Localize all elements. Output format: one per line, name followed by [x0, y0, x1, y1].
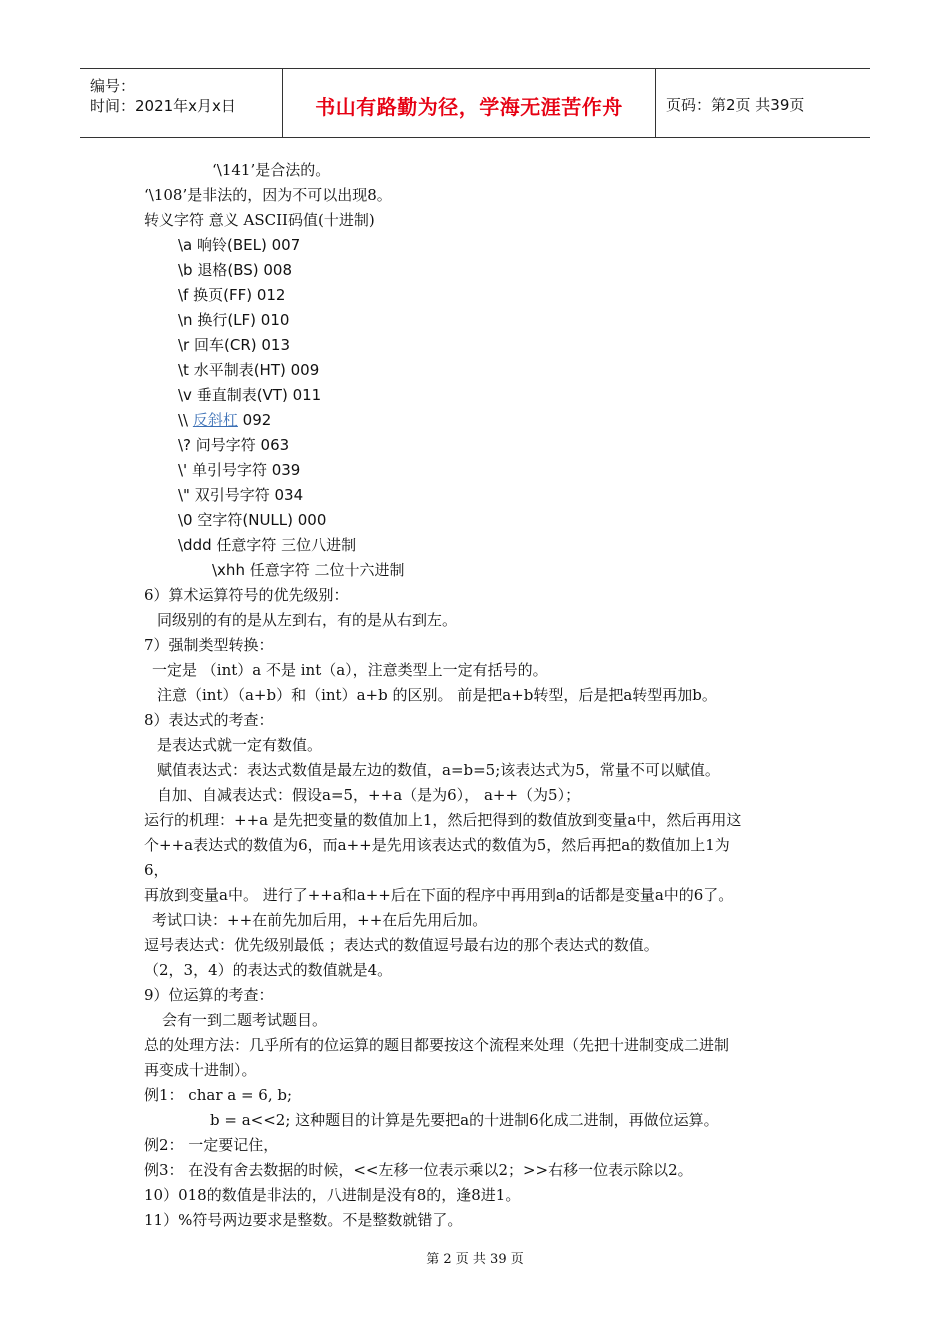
escape-row: \b 退格(BS) 008	[178, 261, 292, 279]
escape-row: \ddd 任意字符 三位八进制	[178, 536, 357, 554]
body-line: 逗号表达式：优先级别最低 ；表达式的数值逗号最右边的那个表达式的数值。	[144, 936, 659, 954]
escape-row: \r 回车(CR) 013	[178, 336, 290, 354]
body-line: 自加、自减表达式：假设a=5，++a（是为6）， a++（为5）；	[157, 786, 581, 804]
escape-row: \f 换页(FF) 012	[178, 286, 286, 304]
body-line: 运行的机理：++a 是先把变量的数值加上1，然后把得到的数值放到变量a中，然后再用这	[144, 811, 742, 829]
body-line: 个++a表达式的数值为6，而a++是先用该表达式的数值为5，然后再把a的数值加上1为	[144, 836, 730, 854]
body-line: 6，	[144, 861, 169, 879]
escape-row	[178, 410, 271, 430]
escape-row: \n 换行(LF) 010	[178, 311, 290, 329]
escape-code: \\	[178, 411, 193, 429]
section-heading: 11）%符号两边要求是整数。不是整数就错了。	[144, 1211, 463, 1229]
example-line: 例2： 一定要记住，	[144, 1136, 279, 1154]
body-line: 再放到变量a中。 进行了++a和a++后在下面的程序中再用到a的话都是变量a中的6了。	[144, 886, 734, 904]
example-line: 例3： 在没有舍去数据的时候，<<左移一位表示乘以2；>>右移一位表示除以2。	[144, 1161, 693, 1179]
document-header	[80, 68, 870, 138]
section-heading: 8）表达式的考查：	[144, 711, 274, 729]
section-heading: 7）强制类型转换：	[144, 636, 274, 654]
header-page-cell	[656, 69, 870, 137]
section-heading: 9）位运算的考查：	[144, 986, 274, 1004]
body-line: 注意（int）（a+b）和（int）a+b 的区别。 前是把a+b转型，后是把a转型再加b。	[157, 686, 717, 704]
example-line: 例1： char a = 6, b;	[144, 1086, 293, 1104]
escape-row: \" 双引号字符 034	[178, 486, 304, 504]
body-line: 同级别的有的是从左到右，有的是从右到左。	[157, 611, 458, 629]
body-line: ‘\108’是非法的，因为不可以出现8。	[144, 186, 392, 204]
escape-row: \0 空字符(NULL) 000	[178, 511, 327, 529]
example-line: b = a<<2; 这种题目的计算是先要把a的十进制6化成二进制，再做位运算。	[210, 1111, 719, 1129]
escape-row: \a 响铃(BEL) 007	[178, 236, 301, 254]
document-date: 时间：2021年x月x日	[90, 97, 236, 115]
header-motto-cell	[283, 69, 656, 137]
escape-row: \xhh 任意字符 二位十六进制	[212, 561, 405, 579]
body-line: 会有一到二题考试题目。	[162, 1011, 328, 1029]
escape-value: 092	[237, 411, 272, 429]
page-footer: 第 2 页 共 39 页	[426, 1252, 524, 1267]
escape-row: \t 水平制表(HT) 009	[178, 361, 320, 379]
body-line: 赋值表达式：表达式数值是最左边的数值，a=b=5;该表达式为5，常量不可以赋值。	[157, 761, 720, 779]
header-meta-cell	[80, 69, 283, 137]
document-number-label: 编号：	[90, 77, 136, 95]
backslash-link[interactable]: 反斜杠	[192, 411, 238, 429]
body-line: 一定是 （int）a 不是 int（a），注意类型上一定有括号的。	[152, 661, 548, 679]
escape-row: \v 垂直制表(VT) 011	[178, 386, 322, 404]
body-line: （2，3，4）的表达式的数值就是4。	[144, 961, 393, 979]
section-heading: 10）018的数值是非法的，八进制是没有8的，逢8进1。	[144, 1186, 521, 1204]
body-line: ‘\141’是合法的。	[212, 161, 331, 179]
escape-row: \? 问号字符 063	[178, 436, 290, 454]
body-line: 再变成十进制）。	[144, 1061, 257, 1079]
section-heading: 6）算术运算符号的优先级别：	[144, 586, 349, 604]
body-line: 是表达式就一定有数值。	[157, 736, 323, 754]
header-page-info: 页码：第2页 共39页	[666, 96, 805, 114]
escape-row: \' 单引号字符 039	[178, 461, 301, 479]
body-line: 转义字符 意义 ASCII码值(十进制)	[144, 211, 375, 229]
body-line: 考试口诀：++在前先加后用，++在后先用后加。	[152, 911, 488, 929]
body-line: 总的处理方法：几乎所有的位运算的题目都要按这个流程来处理（先把十进制变成二进制	[144, 1036, 730, 1054]
header-motto: 书山有路勤为径，学海无涯苦作舟	[315, 95, 623, 119]
